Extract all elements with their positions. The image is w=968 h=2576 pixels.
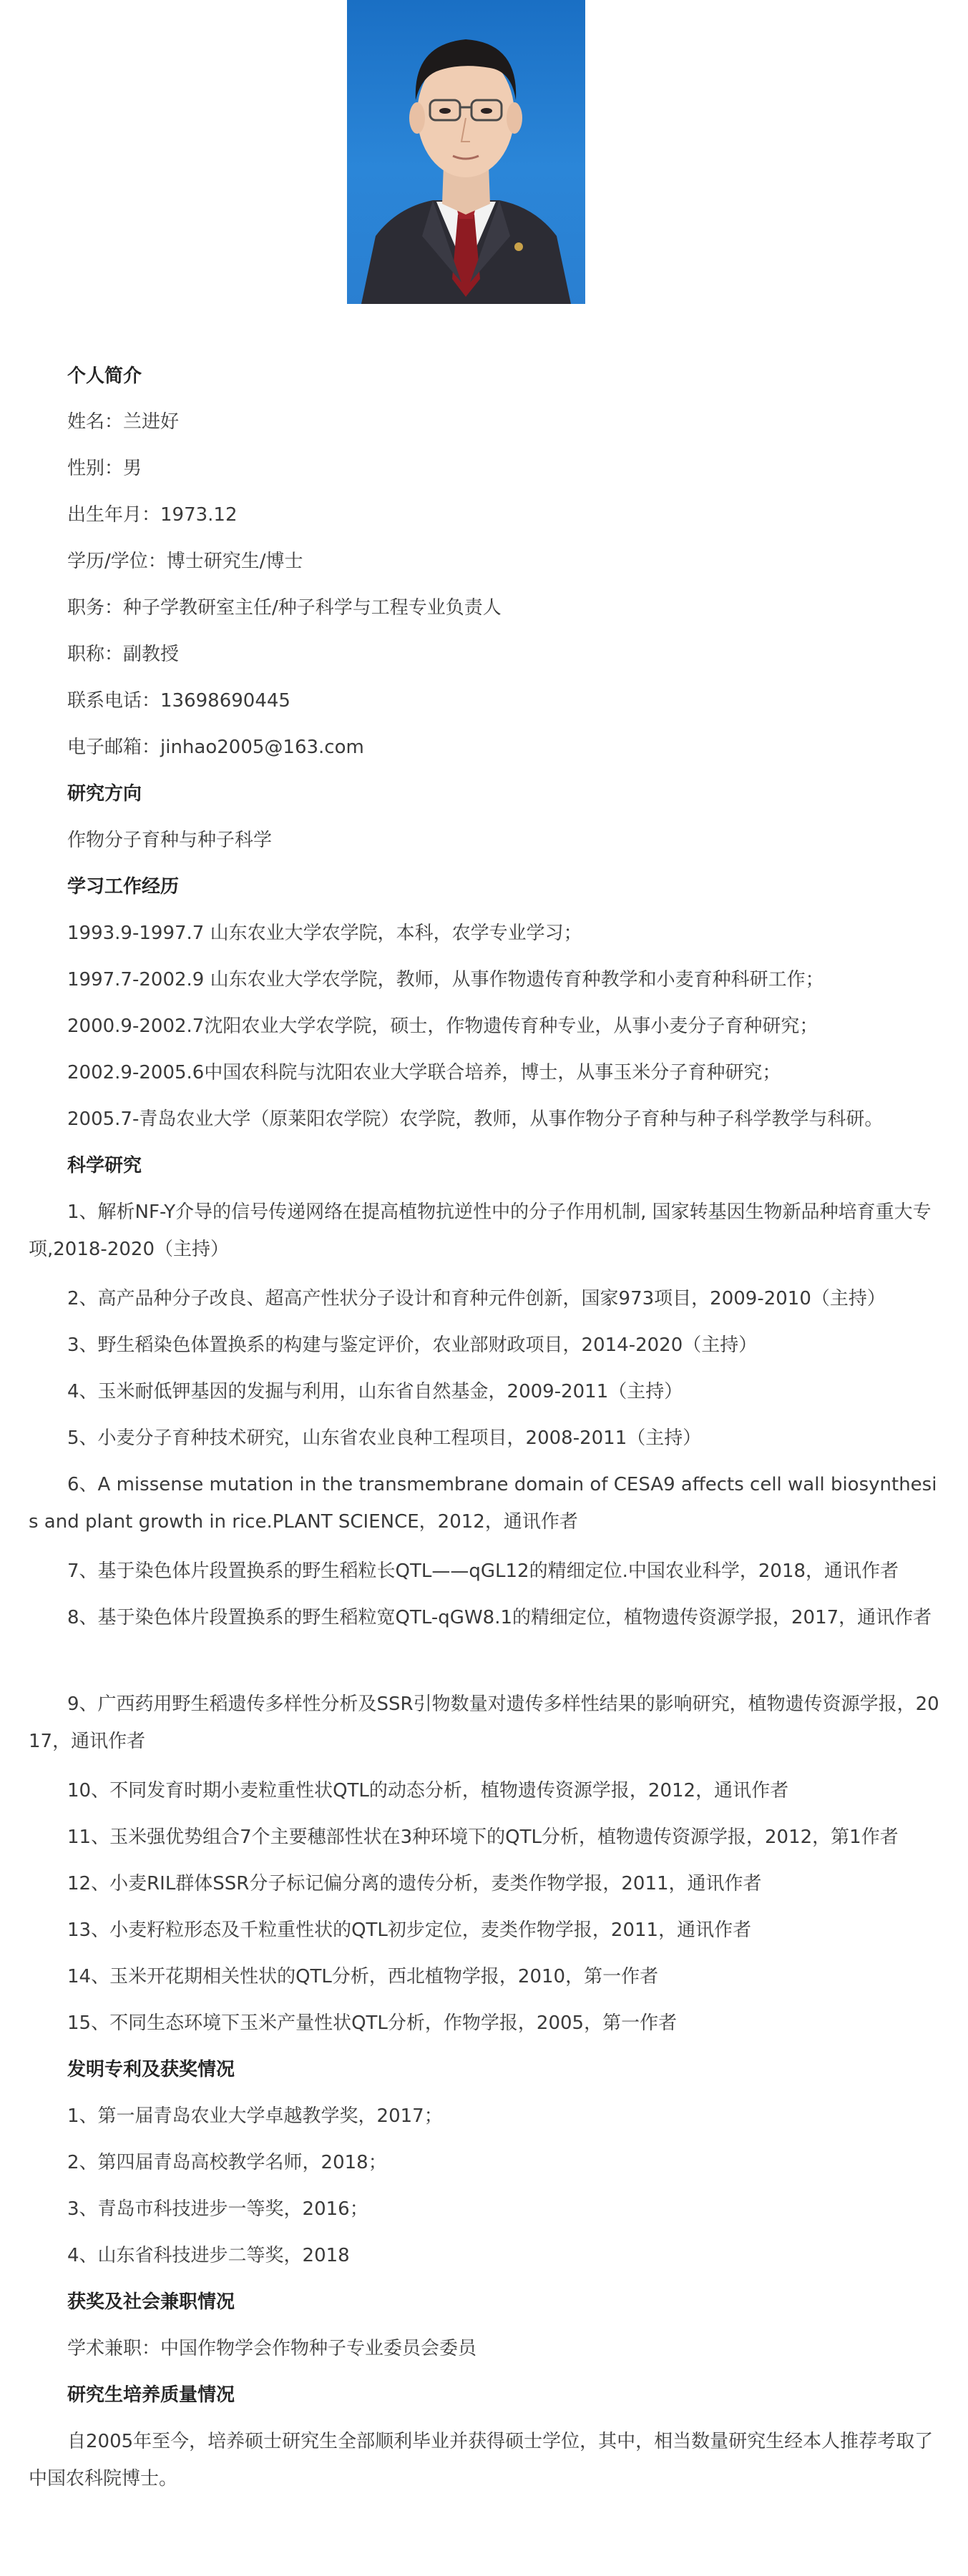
research-item: 8、基于染色体片段置换系的野生稻粒宽QTL-qGW8.1的精细定位，植物遗传资源学报，2017，通讯作者	[67, 1607, 932, 1628]
research-item: 6、A missense mutation in the transmembrane domain of CESA9 affects cell wall biosynthesis and plant growth in rice.PLANT SCIENCE，2012，通讯作者	[29, 1474, 937, 1533]
experience-item: 1997.7-2002.9 山东农业大学农学院，教师，从事作物遗传育种教学和小麦育种科研工作；	[67, 969, 824, 990]
profile-email: 电子邮箱：jinhao2005@163.com	[67, 737, 364, 758]
section-heading-research-direction: 研究方向	[67, 783, 142, 805]
section-heading-research: 科学研究	[67, 1155, 142, 1176]
graduate-text: 自2005年至今，培养硕士研究生全部顺利毕业并获得硕士学位，其中，相当数量研究生经本人推荐考取了中国农科院博士。	[29, 2431, 934, 2489]
profile-birth: 出生年月：1973.12	[67, 504, 238, 526]
experience-item: 2002.9-2005.6中国农科院与沈阳农业大学联合培养，博士，从事玉米分子育种研究；	[67, 1062, 781, 1083]
experience-item: 1993.9-1997.7 山东农业大学农学院，本科，农学专业学习；	[67, 923, 582, 944]
portrait-illustration	[347, 0, 585, 304]
profile-name: 姓名：兰进好	[67, 411, 180, 433]
research-direction-text: 作物分子育种与种子科学	[67, 830, 273, 851]
section-heading-profile: 个人简介	[67, 365, 142, 387]
experience-item: 2005.7-青岛农业大学（原莱阳农学院）农学院，教师，从事作物分子育种与种子科学教学与科研。	[67, 1108, 884, 1130]
profile-phone: 联系电话：13698690445	[67, 690, 290, 712]
profile-degree: 学历/学位：博士研究生/博士	[67, 551, 303, 572]
research-item: 10、不同发育时期小麦粒重性状QTL的动态分析，植物遗传资源学报，2012，通讯作者	[67, 1780, 789, 1801]
research-item: 13、小麦籽粒形态及千粒重性状的QTL初步定位，麦类作物学报，2011，通讯作者	[67, 1919, 752, 1941]
profile-position: 职务：种子学教研室主任/种子科学与工程专业负责人	[67, 597, 502, 619]
profile-photo	[347, 0, 585, 304]
patent-item: 2、第四届青岛高校教学名师，2018；	[67, 2152, 387, 2173]
research-item: 11、玉米强优势组合7个主要穗部性状在3种环境下的QTL分析，植物遗传资源学报，2012，第1作者	[67, 1827, 899, 1848]
section-heading-graduate: 研究生培养质量情况	[67, 2384, 235, 2406]
section-heading-patents: 发明专利及获奖情况	[67, 2059, 235, 2080]
research-item: 15、不同生态环境下玉米产量性状QTL分析，作物学报，2005，第一作者	[67, 2012, 678, 2034]
research-item: 3、野生稻染色体置换系的构建与鉴定评价，农业部财政项目，2014-2020（主持）	[67, 1334, 758, 1356]
research-item: 4、玉米耐低钾基因的发掘与利用，山东省自然基金，2009-2011（主持）	[67, 1381, 683, 1402]
experience-item: 2000.9-2002.7沈阳农业大学农学院，硕士，作物遗传育种专业，从事小麦分子育种研究；	[67, 1016, 818, 1037]
research-item: 2、高产品种分子改良、超高产性状分子设计和育种元件创新，国家973项目，2009-2010（主持）	[67, 1288, 886, 1309]
profile-gender: 性别：男	[67, 458, 142, 479]
patent-item: 3、青岛市科技进步一等奖，2016；	[67, 2198, 368, 2220]
section-heading-experience: 学习工作经历	[67, 876, 180, 898]
social-text: 学术兼职：中国作物学会作物种子专业委员会委员	[67, 2338, 477, 2359]
research-item: 9、广西药用野生稻遗传多样性分析及SSR引物数量对遗传多样性结果的影响研究，植物遗传资源学报，2017，通讯作者	[29, 1693, 939, 1752]
section-heading-social: 获奖及社会兼职情况	[67, 2291, 235, 2313]
research-item: 7、基于染色体片段置换系的野生稻粒长QTL——qGL12的精细定位.中国农业科学，2018，通讯作者	[67, 1560, 899, 1582]
research-item: 14、玉米开花期相关性状的QTL分析，西北植物学报，2010，第一作者	[67, 1966, 659, 1987]
research-item: 5、小麦分子育种技术研究，山东省农业良种工程项目，2008-2011（主持）	[67, 1427, 702, 1449]
patent-item: 1、第一届青岛农业大学卓越教学奖，2017；	[67, 2105, 443, 2127]
patent-item: 4、山东省科技进步二等奖，2018	[67, 2245, 350, 2266]
profile-title: 职称：副教授	[67, 644, 180, 665]
research-item: 1、解析NF-Y介导的信号传递网络在提高植物抗逆性中的分子作用机制, 国家转基因生物新品种培育重大专项,2018-2020（主持）	[29, 1201, 932, 1260]
research-item: 12、小麦RIL群体SSR分子标记偏分离的遗传分析，麦类作物学报，2011，通讯作者	[67, 1873, 762, 1894]
